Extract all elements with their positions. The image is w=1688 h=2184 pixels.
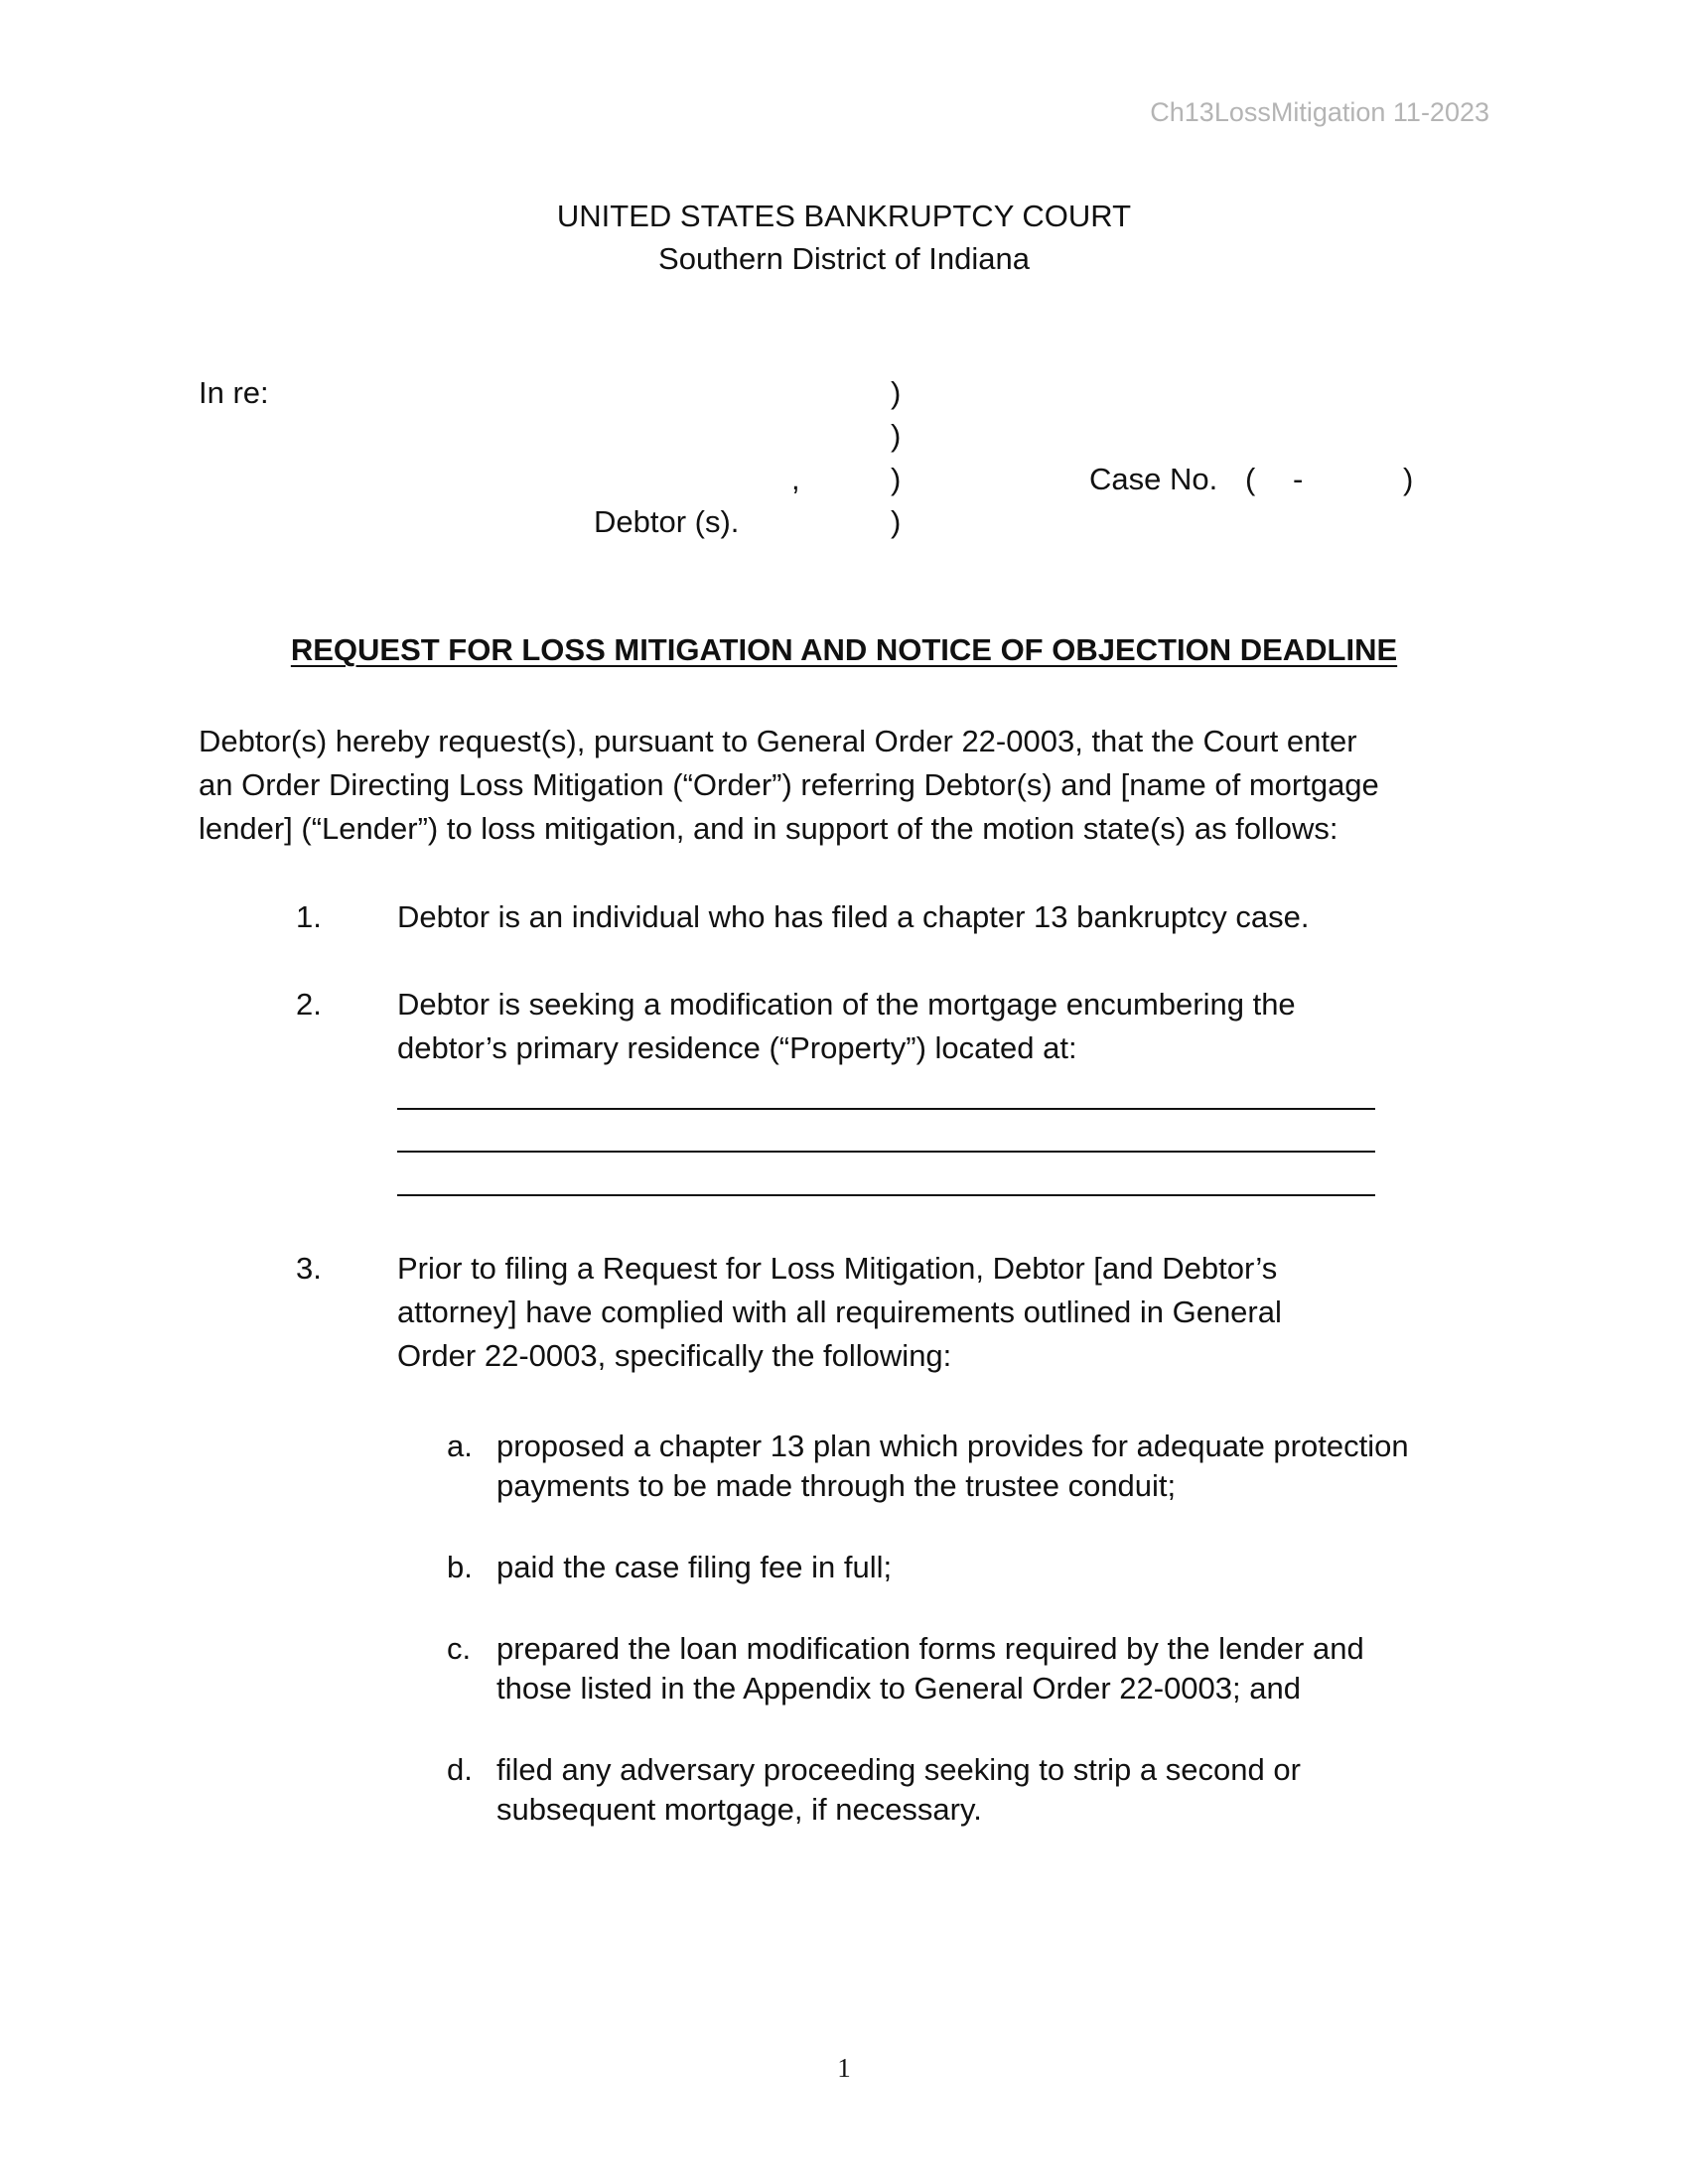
- item-3-line-3: Order 22-0003, specifically the following:: [397, 1338, 952, 1373]
- item-2-line-1: Debtor is seeking a modification of the mortgage encumbering the: [397, 987, 1296, 1022]
- intro-line-1: Debtor(s) hereby request(s), pursuant to General Order 22-0003, that the Court enter: [199, 724, 1357, 758]
- case-no-open-paren: (: [1245, 462, 1256, 496]
- subitem-b-line-1: paid the case filing fee in full;: [496, 1550, 893, 1584]
- item-2-line-2: debtor’s primary residence (“Property”) located at:: [397, 1030, 1077, 1065]
- item-number-1: 1.: [296, 899, 322, 934]
- subitem-letter-b: b.: [447, 1550, 473, 1584]
- address-blank-line-1[interactable]: [397, 1108, 1375, 1110]
- item-number-3: 3.: [296, 1251, 322, 1286]
- caption-paren-2: ): [891, 418, 902, 453]
- case-no-dash: -: [1293, 462, 1304, 496]
- subitem-c-line-1: prepared the loan modification forms required by the lender and: [496, 1631, 1364, 1666]
- subitem-c-line-2: those listed in the Appendix to General Order 22-0003; and: [496, 1671, 1301, 1706]
- item-3-line-2: attorney] have complied with all requirements outlined in General: [397, 1295, 1282, 1329]
- page-number: 1: [837, 2053, 851, 2083]
- subitem-d-line-2: subsequent mortgage, if necessary.: [496, 1792, 982, 1827]
- caption-comma: ,: [791, 462, 800, 496]
- caption-paren-3: ): [891, 462, 902, 496]
- subitem-d-line-1: filed any adversary proceeding seeking to strip a second or: [496, 1752, 1301, 1787]
- address-blank-line-2[interactable]: [397, 1151, 1375, 1153]
- district-name: Southern District of Indiana: [658, 241, 1030, 276]
- in-re-label: In re:: [199, 375, 269, 410]
- subitem-letter-a: a.: [447, 1429, 473, 1463]
- caption-paren-4: ): [891, 504, 902, 539]
- caption-paren-1: ): [891, 375, 902, 410]
- subitem-letter-d: d.: [447, 1752, 473, 1787]
- intro-line-3: lender] (“Lender”) to loss mitigation, and in support of the motion state(s) as follows:: [199, 811, 1338, 846]
- form-id: Ch13LossMitigation 11-2023: [1150, 97, 1489, 127]
- document-title: REQUEST FOR LOSS MITIGATION AND NOTICE OF OBJECTION DEADLINE: [290, 632, 1398, 667]
- address-blank-line-3[interactable]: [397, 1194, 1375, 1196]
- debtor-label: Debtor (s).: [594, 504, 740, 539]
- item-number-2: 2.: [296, 987, 322, 1022]
- case-no-label: Case No.: [1089, 462, 1218, 496]
- subitem-letter-c: c.: [447, 1631, 472, 1666]
- intro-line-2: an Order Directing Loss Mitigation (“Order”) referring Debtor(s) and [name of mortgage: [199, 767, 1379, 802]
- item-1-line-1: Debtor is an individual who has filed a chapter 13 bankruptcy case.: [397, 899, 1310, 934]
- subitem-a-line-2: payments to be made through the trustee conduit;: [496, 1468, 1177, 1503]
- item-3-line-1: Prior to filing a Request for Loss Mitigation, Debtor [and Debtor’s: [397, 1251, 1278, 1286]
- subitem-a-line-1: proposed a chapter 13 plan which provides for adequate protection: [496, 1429, 1409, 1463]
- case-no-close-paren: ): [1403, 462, 1414, 496]
- court-name: UNITED STATES BANKRUPTCY COURT: [556, 199, 1132, 233]
